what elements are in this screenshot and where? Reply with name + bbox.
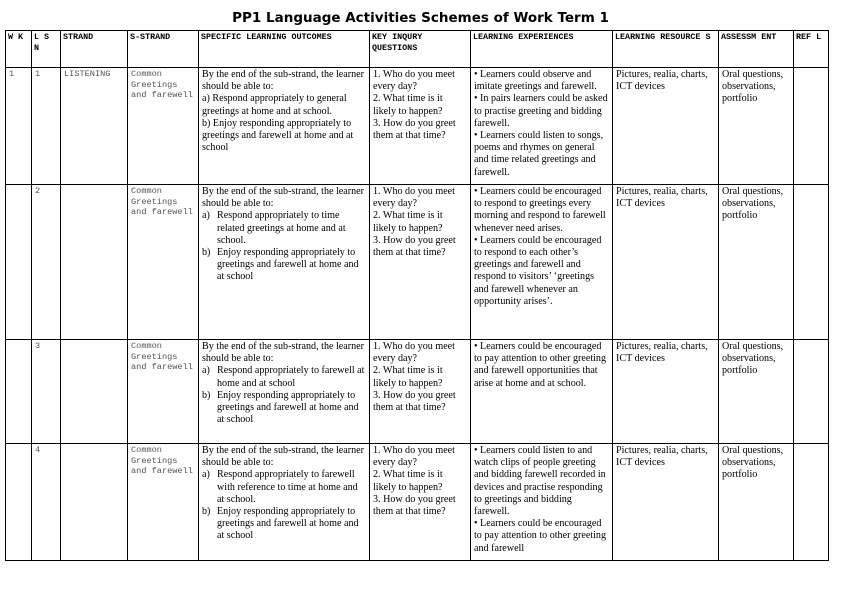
- question-item: 2. What time is it likely to happen?: [373, 210, 443, 234]
- col-assessment: ASSESSM ENT: [719, 31, 794, 68]
- reflection-cell: [794, 68, 829, 185]
- assessment-cell: Oral questions, observations, portfolio: [719, 68, 794, 185]
- question-item: 2. What time is it likely to happen?: [373, 365, 443, 389]
- resources-cell: Pictures, realia, charts, ICT devices: [613, 185, 719, 340]
- outcomes-intro: By the end of the sub-strand, the learner should be able to:: [202, 341, 365, 365]
- experience-item: • Learners could be encouraged to pay attention to other greeting and farewell: [474, 518, 607, 554]
- header-row: [6, 31, 829, 68]
- questions-cell: [370, 340, 471, 444]
- question-item: 3. How do you greet them at that time?: [373, 493, 456, 518]
- col-outcomes: SPECIFIC LEARNING OUTCOMES: [199, 31, 370, 68]
- table-row: [6, 340, 829, 444]
- question-item: 1. Who do you meet every day?: [373, 341, 455, 365]
- outcomes-cell: [199, 444, 370, 561]
- resources-cell: Pictures, realia, charts, ICT devices: [613, 68, 719, 185]
- outcome-item: a) Respond appropriately to farewell at home and at school: [202, 365, 365, 389]
- table-row: [6, 68, 829, 185]
- experience-item: • Learners could be encouraged to pay attention to other greeting and farewell opportunities that arise at home and at school.: [474, 341, 607, 389]
- lesson-cell: 2: [32, 185, 61, 340]
- experience-item: • Learners could listen to songs, poems and rhymes on general and time related greetings and farewell.: [474, 130, 604, 178]
- resources-cell: Pictures, realia, charts, ICT devices: [613, 444, 719, 561]
- reflection-cell: [794, 444, 829, 561]
- substrand-cell: Common Greetings and farewell: [128, 68, 199, 185]
- experience-item: • Learners could listen to and watch clips of people greeting and bidding farewell recorded in devices and practise responding to greetings and bidding farewell.: [474, 445, 606, 518]
- outcome-item: b) Enjoy responding appropriately to greetings and farewell at home and at school: [202, 389, 359, 426]
- experience-item: • Learners could observe and imitate greetings and farewell.: [474, 69, 597, 93]
- outcome-item: a) Respond appropriately to general greetings at home and at school.: [202, 93, 347, 117]
- table-row: [6, 185, 829, 340]
- question-item: 2. What time is it likely to happen?: [373, 93, 443, 117]
- experiences-cell: [471, 444, 613, 561]
- outcomes-list: [202, 469, 366, 542]
- strand-cell: [61, 185, 128, 340]
- col-questions: KEY INQURY QUESTIONS: [370, 31, 471, 68]
- scheme-of-work-table: [5, 30, 829, 561]
- lesson-cell: 3: [32, 340, 61, 444]
- lesson-cell: 1: [32, 68, 61, 185]
- questions-cell: [370, 68, 471, 185]
- experiences-cell: [471, 340, 613, 444]
- outcome-item: a) Respond appropriately to farewell with reference to time at home and at school.: [202, 469, 358, 505]
- week-cell: [6, 340, 32, 444]
- outcomes-cell: [199, 340, 370, 444]
- question-item: 1. Who do you meet every day?: [373, 186, 455, 210]
- outcomes-cell: [199, 185, 370, 340]
- experiences-cell: [471, 185, 613, 340]
- question-item: 2. What time is it likely to happen?: [373, 469, 443, 493]
- assessment-cell: Oral questions, observations, portfolio: [719, 185, 794, 340]
- assessment-cell: Oral questions, observations, portfolio: [719, 444, 794, 561]
- substrand-cell: Common Greetings and farewell: [128, 340, 199, 444]
- col-resources: LEARNING RESOURCE S: [613, 31, 719, 68]
- strand-cell: LISTENING: [61, 68, 128, 185]
- experience-item: • Learners could be encouraged to respond to each other’s greetings and farewell and respond to visitors’ ‘greetings and farewell whenever an opportunity arises’.: [474, 234, 602, 307]
- reflection-cell: [794, 340, 829, 444]
- question-item: 3. How do you greet them at that time?: [373, 117, 456, 142]
- outcomes-list: [202, 210, 366, 283]
- col-strand: STRAND: [61, 31, 128, 68]
- outcomes-intro: By the end of the sub-strand, the learner should be able to:: [202, 445, 365, 469]
- question-item: 1. Who do you meet every day?: [373, 69, 455, 93]
- substrand-cell: Common Greetings and farewell: [128, 185, 199, 340]
- week-cell: [6, 444, 32, 561]
- strand-cell: [61, 340, 128, 444]
- questions-cell: [370, 444, 471, 561]
- week-cell: [6, 185, 32, 340]
- question-item: 3. How do you greet them at that time?: [373, 389, 456, 414]
- question-item: 1. Who do you meet every day?: [373, 445, 455, 469]
- experiences-cell: [471, 68, 613, 185]
- experience-item: • Learners could be encouraged to respond to greetings every morning and respond to farewell whenever need arises.: [474, 186, 606, 234]
- col-substrand: S-STRAND: [128, 31, 199, 68]
- col-week: W K: [6, 31, 32, 68]
- outcomes-intro: By the end of the sub-strand, the learner should be able to:: [202, 186, 365, 210]
- outcome-item: b) Enjoy responding appropriately to greetings and farewell at home and at school: [202, 506, 359, 542]
- outcome-item: a) Respond appropriately to time related greetings at home and at school.: [202, 210, 346, 246]
- lesson-cell: 4: [32, 444, 61, 561]
- table-row: [6, 444, 829, 561]
- col-lesson: L S N: [32, 31, 61, 68]
- outcomes-intro: By the end of the sub-strand, the learner should be able to:: [202, 69, 365, 93]
- outcome-item: b) Enjoy responding appropriately to greetings and farewell at home and at school: [202, 247, 359, 283]
- question-item: 3. How do you greet them at that time?: [373, 234, 456, 259]
- col-reflection: REF L: [794, 31, 829, 68]
- page-title: PP1 Language Activities Schemes of Work Term 1: [232, 10, 609, 26]
- reflection-cell: [794, 185, 829, 340]
- outcomes-list: [202, 365, 366, 426]
- substrand-cell: Common Greetings and farewell: [128, 444, 199, 561]
- resources-cell: Pictures, realia, charts, ICT devices: [613, 340, 719, 444]
- col-experiences: LEARNING EXPERIENCES: [471, 31, 613, 68]
- assessment-cell: Oral questions, observations, portfolio: [719, 340, 794, 444]
- questions-cell: [370, 185, 471, 340]
- outcomes-cell: [199, 68, 370, 185]
- strand-cell: [61, 444, 128, 561]
- experience-item: • In pairs learners could be asked to practise greeting and bidding farewell.: [474, 93, 608, 129]
- outcome-item: b) Enjoy responding appropriately to greetings and farewell at home and at school: [202, 117, 354, 154]
- week-cell: 1: [6, 68, 32, 185]
